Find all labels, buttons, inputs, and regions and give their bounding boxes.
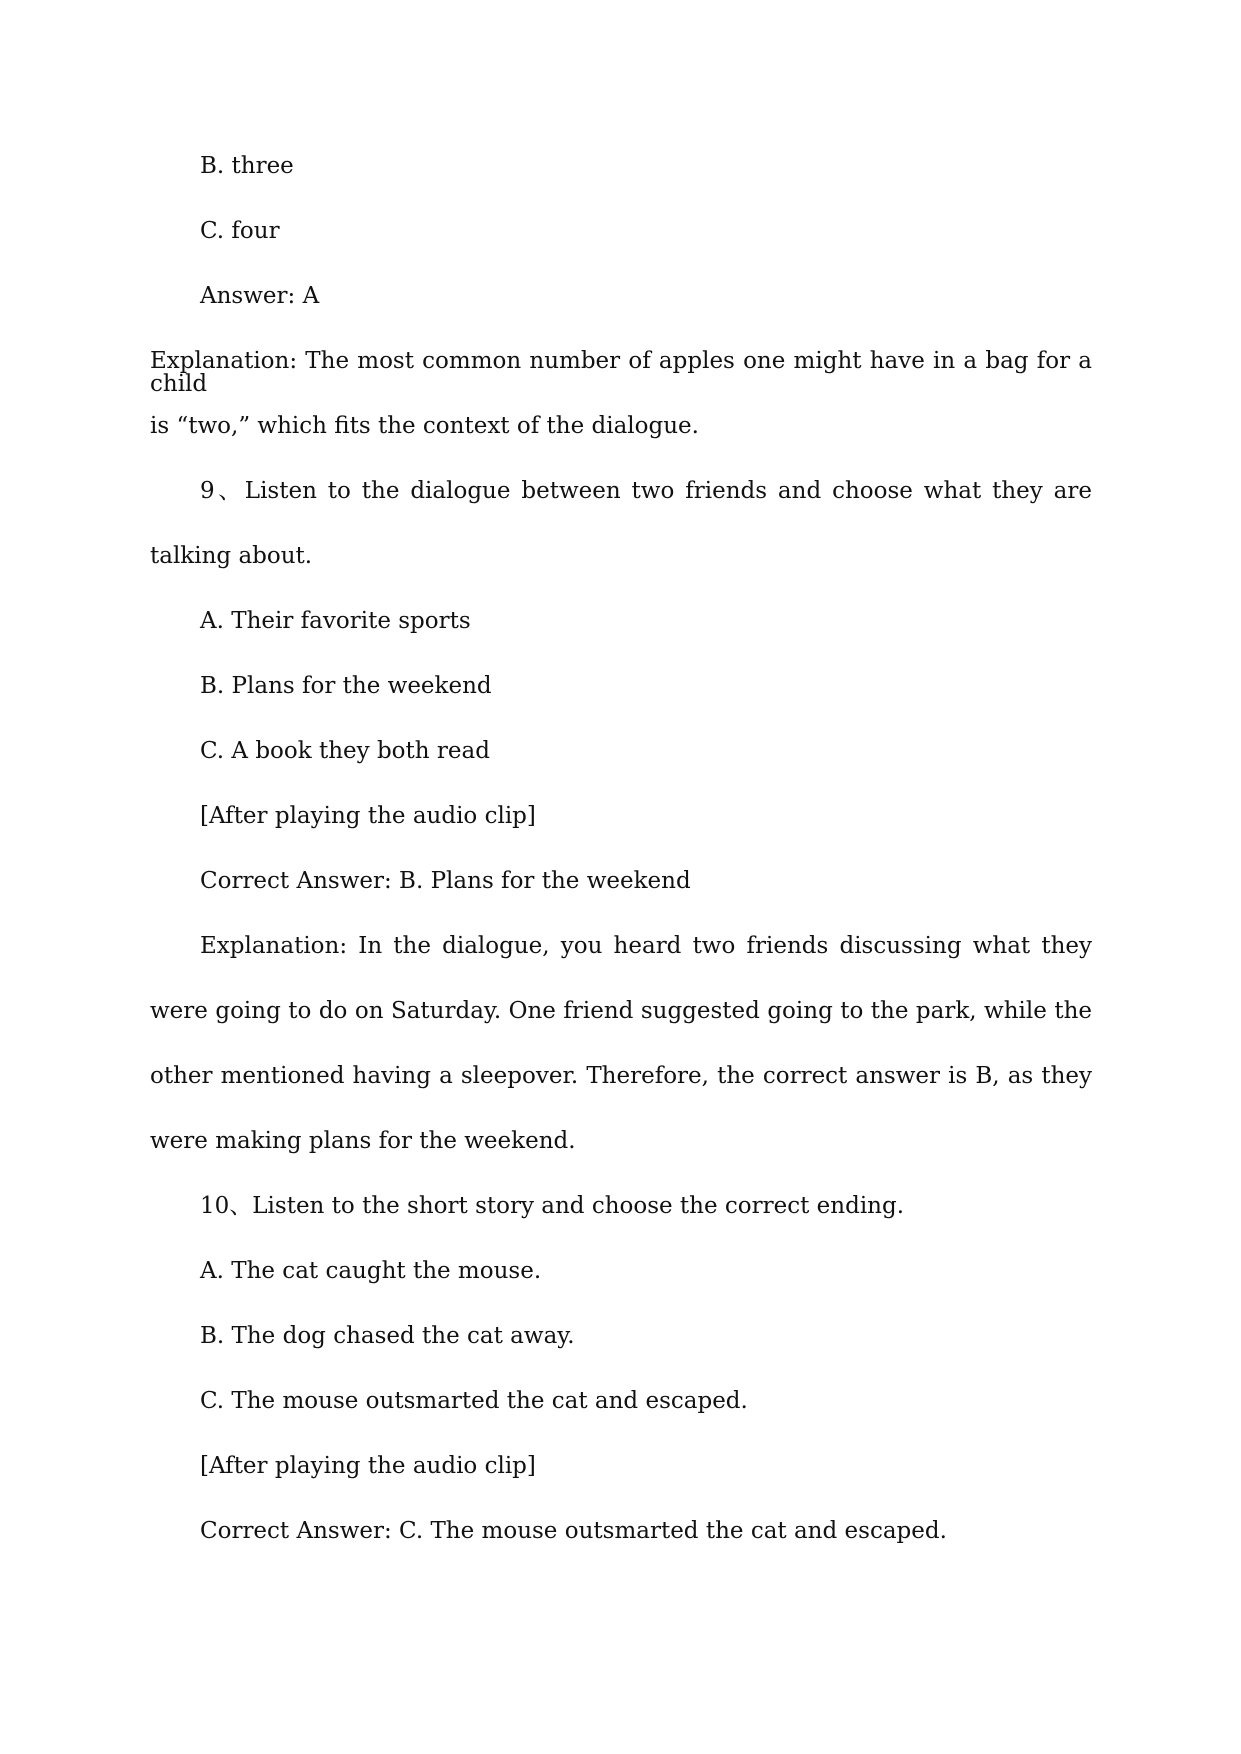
question-9-option-b: B. Plans for the weekend (200, 673, 492, 699)
question-9-explanation-line-3: other mentioned having a sleepover. Therefore, the correct answer is B, as they (150, 1063, 1092, 1089)
question-10-option-b: B. The dog chased the cat away. (200, 1323, 575, 1349)
question-9-correct-answer: Correct Answer: B. Plans for the weekend (200, 868, 691, 894)
question-9-explanation-line-2: were going to do on Saturday. One friend suggested going to the park, while the (150, 998, 1092, 1024)
question-9-explanation-line-1: Explanation: In the dialogue, you heard two friends discussing what they (200, 933, 1092, 959)
question-9-line-1: 9、Listen to the dialogue between two friends and choose what they are (200, 478, 1092, 504)
answer-line: Answer: A (200, 283, 320, 309)
question-10-option-a: A. The cat caught the mouse. (200, 1258, 542, 1284)
question-9-line-2: talking about. (150, 543, 313, 569)
question-10-correct-answer: Correct Answer: C. The mouse outsmarted the cat and escaped. (200, 1518, 947, 1544)
question-9-audio-note: [After playing the audio clip] (200, 803, 536, 829)
explanation-line-1: Explanation: The most common number of apples one might have in a bag for a child (150, 348, 1092, 397)
question-9-option-a: A. Their favorite sports (200, 608, 471, 634)
question-10-audio-note: [After playing the audio clip] (200, 1453, 536, 1479)
option-b-three: B. three (200, 153, 294, 179)
question-9-explanation-line-4: were making plans for the weekend. (150, 1128, 576, 1154)
question-10-option-c: C. The mouse outsmarted the cat and escaped. (200, 1388, 748, 1414)
explanation-line-2: is “two,” which fits the context of the dialogue. (150, 413, 699, 439)
option-c-four: C. four (200, 218, 280, 244)
question-9-option-c: C. A book they both read (200, 738, 490, 764)
question-10-prompt: 10、Listen to the short story and choose the correct ending. (200, 1193, 905, 1219)
